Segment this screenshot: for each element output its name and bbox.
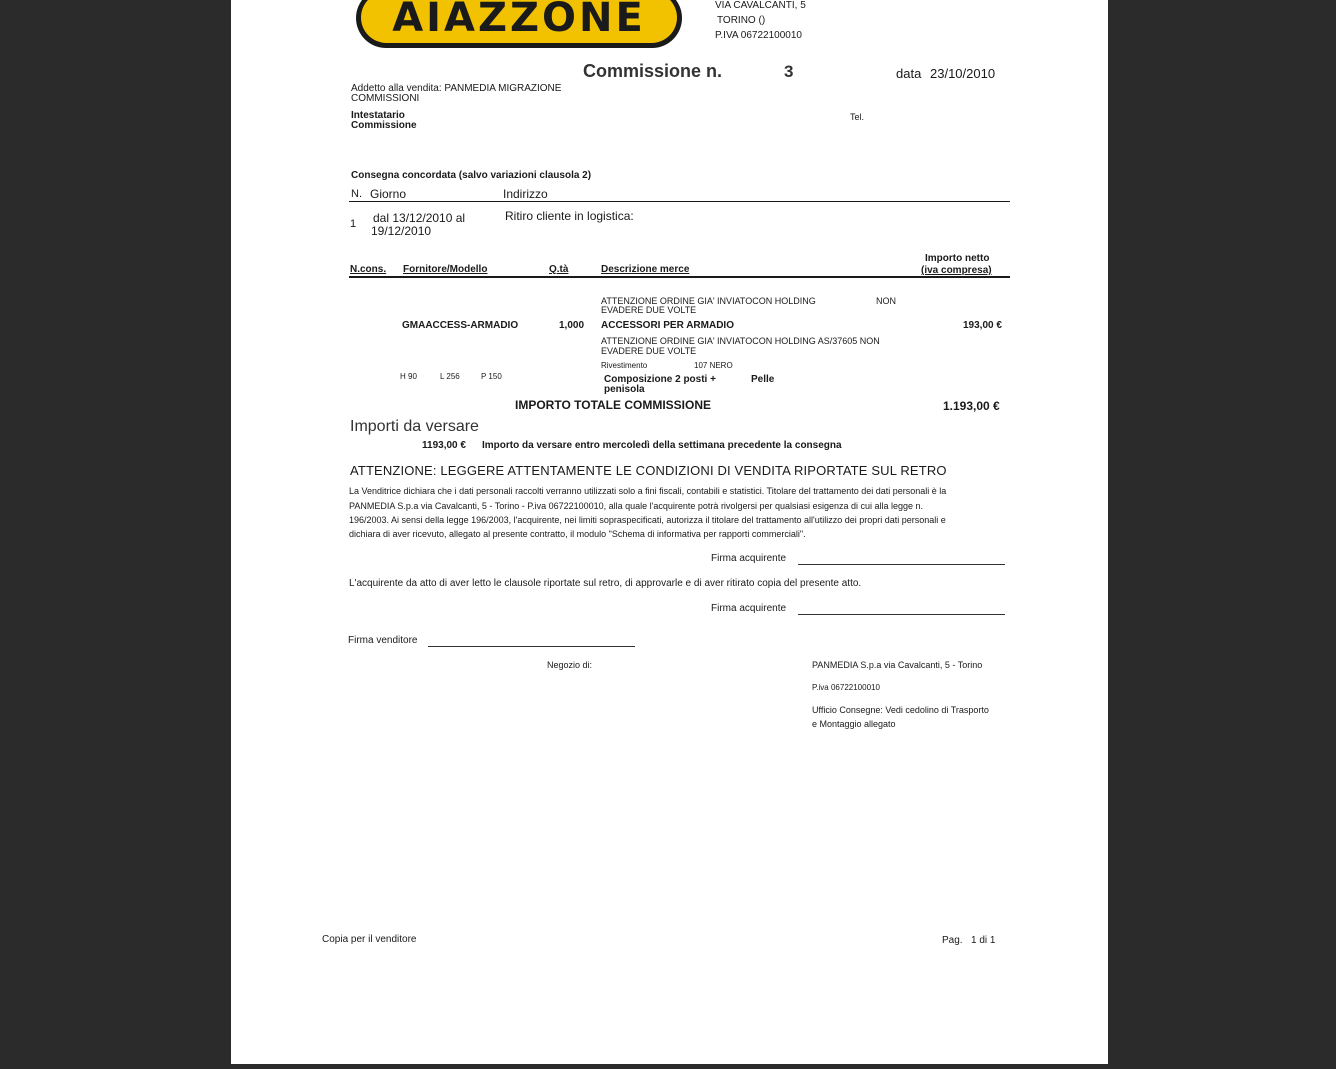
delivery-day-1: dal 13/12/2010 al [373,211,466,225]
header-description: Descrizione merce [601,264,690,275]
privacy-line2: PANMEDIA S.p.a via Cavalcanti, 5 - Torino - P.iva 06722100010, alla quale l'acquirente potrà rivolgersi per qualsiasi esigenza di cui alla legge n. [349,501,924,511]
buyer-signature-label: Firma acquirente [711,553,787,564]
company-address-line2: TORINO () [717,15,766,26]
notice1-text: ATTENZIONE ORDINE GIA' INVIATOCON HOLDING [601,296,816,306]
header-qty: Q.tà [549,264,569,275]
notice1-suffix: NON [876,296,896,306]
company-vat: P.IVA 06722100010 [715,30,802,41]
logo-text: AIAZZONE [392,0,646,41]
seller-line1: Addetto alla vendita: PANMEDIA MIGRAZIONE [351,83,562,94]
page-label: Pag. [942,935,963,946]
delivery-address: Ritiro cliente in logistica: [505,209,634,223]
company-footer: PANMEDIA S.p.a via Cavalcanti, 5 - Torino [812,660,983,670]
composition-line2: penisola [604,384,645,395]
shop-label: Negozio di: [547,660,593,670]
delivery-header-rule [349,201,1010,202]
clauses-text: L'acquirente da atto di aver letto le clausole riportate sul retro, di approvarle e di aver ritirato copia del presente atto. [349,578,862,589]
notice1-line2: EVADERE DUE VOLTE [601,305,697,315]
date-label: data [896,66,922,81]
payments-text: Importo da versare entro mercoledì della settimana precedente la consegna [482,440,842,451]
items-header-rule [349,276,1010,278]
total-label: IMPORTO TOTALE COMMISSIONE [515,398,712,412]
item-amount: 193,00 € [963,320,1002,331]
composition-line1: Composizione 2 posti + [604,374,716,385]
copy-label: Copia per il venditore [322,934,417,945]
notice2-line2: EVADERE DUE VOLTE [601,346,697,356]
tel-label: Tel. [850,112,865,122]
item-qty: 1,000 [559,320,585,331]
delivery-col-address: Indirizzo [503,187,548,201]
page-value: 1 di 1 [971,935,996,946]
cover-label: Rivestimento [601,361,648,370]
item-description: ACCESSORI PER ARMADIO [601,320,734,331]
office-line1: Ufficio Consegne: Vedi cedolino di Trasporto [812,705,989,715]
notice2-text: ATTENZIONE ORDINE GIA' INVIATOCON HOLDING AS/37605 NON [601,336,880,346]
delivery-col-day: Giorno [370,187,407,201]
company-footer-vat: P.iva 06722100010 [812,683,880,692]
header-ncons: N.cons. [350,264,387,275]
delivery-col-n: N. [351,188,362,200]
header-supplier: Fornitore/Modello [403,264,488,275]
delivery-row-n: 1 [350,218,357,230]
dim-length: L 256 [440,372,460,381]
seller-signature-label: Firma venditore [348,635,418,646]
privacy-line1: La Venditrice dichiara che i dati personali raccolti verranno utilizzati solo a fini fiscali, contabili e statistici. Titolare del trattamento dei dati personali è la [349,486,947,496]
material: Pelle [751,374,775,385]
dim-depth: P 150 [481,372,502,381]
privacy-line4: dichiara di aver ricevuto, allegato al presente contratto, il modulo "Schema di informativa per rapporti commerciali". [349,529,806,539]
company-address-line1: VIA CAVALCANTI, 5 [715,0,806,11]
item-model: GMAACCESS-ARMADIO [402,320,519,331]
commission-label: Commissione n. [583,61,723,81]
date-value: 23/10/2010 [930,66,996,81]
document-page [231,0,1108,1064]
delivery-day-2: 19/12/2010 [371,224,432,238]
conditions-warning: ATTENZIONE: LEGGERE ATTENTAMENTE LE CONDIZIONI DI VENDITA RIPORTATE SUL RETRO [350,463,947,478]
payments-title: Importi da versare [350,418,479,435]
delivery-title: Consegna concordata (salvo variazioni clausola 2) [351,170,592,181]
seller-signature-line [428,646,635,647]
commission-number: 3 [784,62,794,81]
buyer-signature-label-2: Firma acquirente [711,603,787,614]
buyer-signature-line-2 [798,614,1005,615]
holder-line2: Commissione [351,120,417,131]
buyer-signature-line [798,564,1005,565]
header-amount-2: (iva compresa) [921,265,992,276]
header-amount-1: Importo netto [925,253,990,264]
office-line2: e Montaggio allegato [812,719,896,729]
dim-height: H 90 [400,372,417,381]
total-value: 1.193,00 € [943,399,1000,413]
holder-line1: Intestatario [351,110,405,121]
privacy-line3: 196/2003. Ai sensi della legge 196/2003, l'acquirente, nei limiti sopraspecificati, autorizza il titolare del trattamento all'utilizzo dei propri dati personali e [349,515,946,525]
payments-amount: 1193,00 € [422,440,466,451]
seller-line2: COMMISSIONI [351,93,420,104]
cover-value: 107 NERO [694,361,733,370]
aiazzone-logo [356,0,682,48]
